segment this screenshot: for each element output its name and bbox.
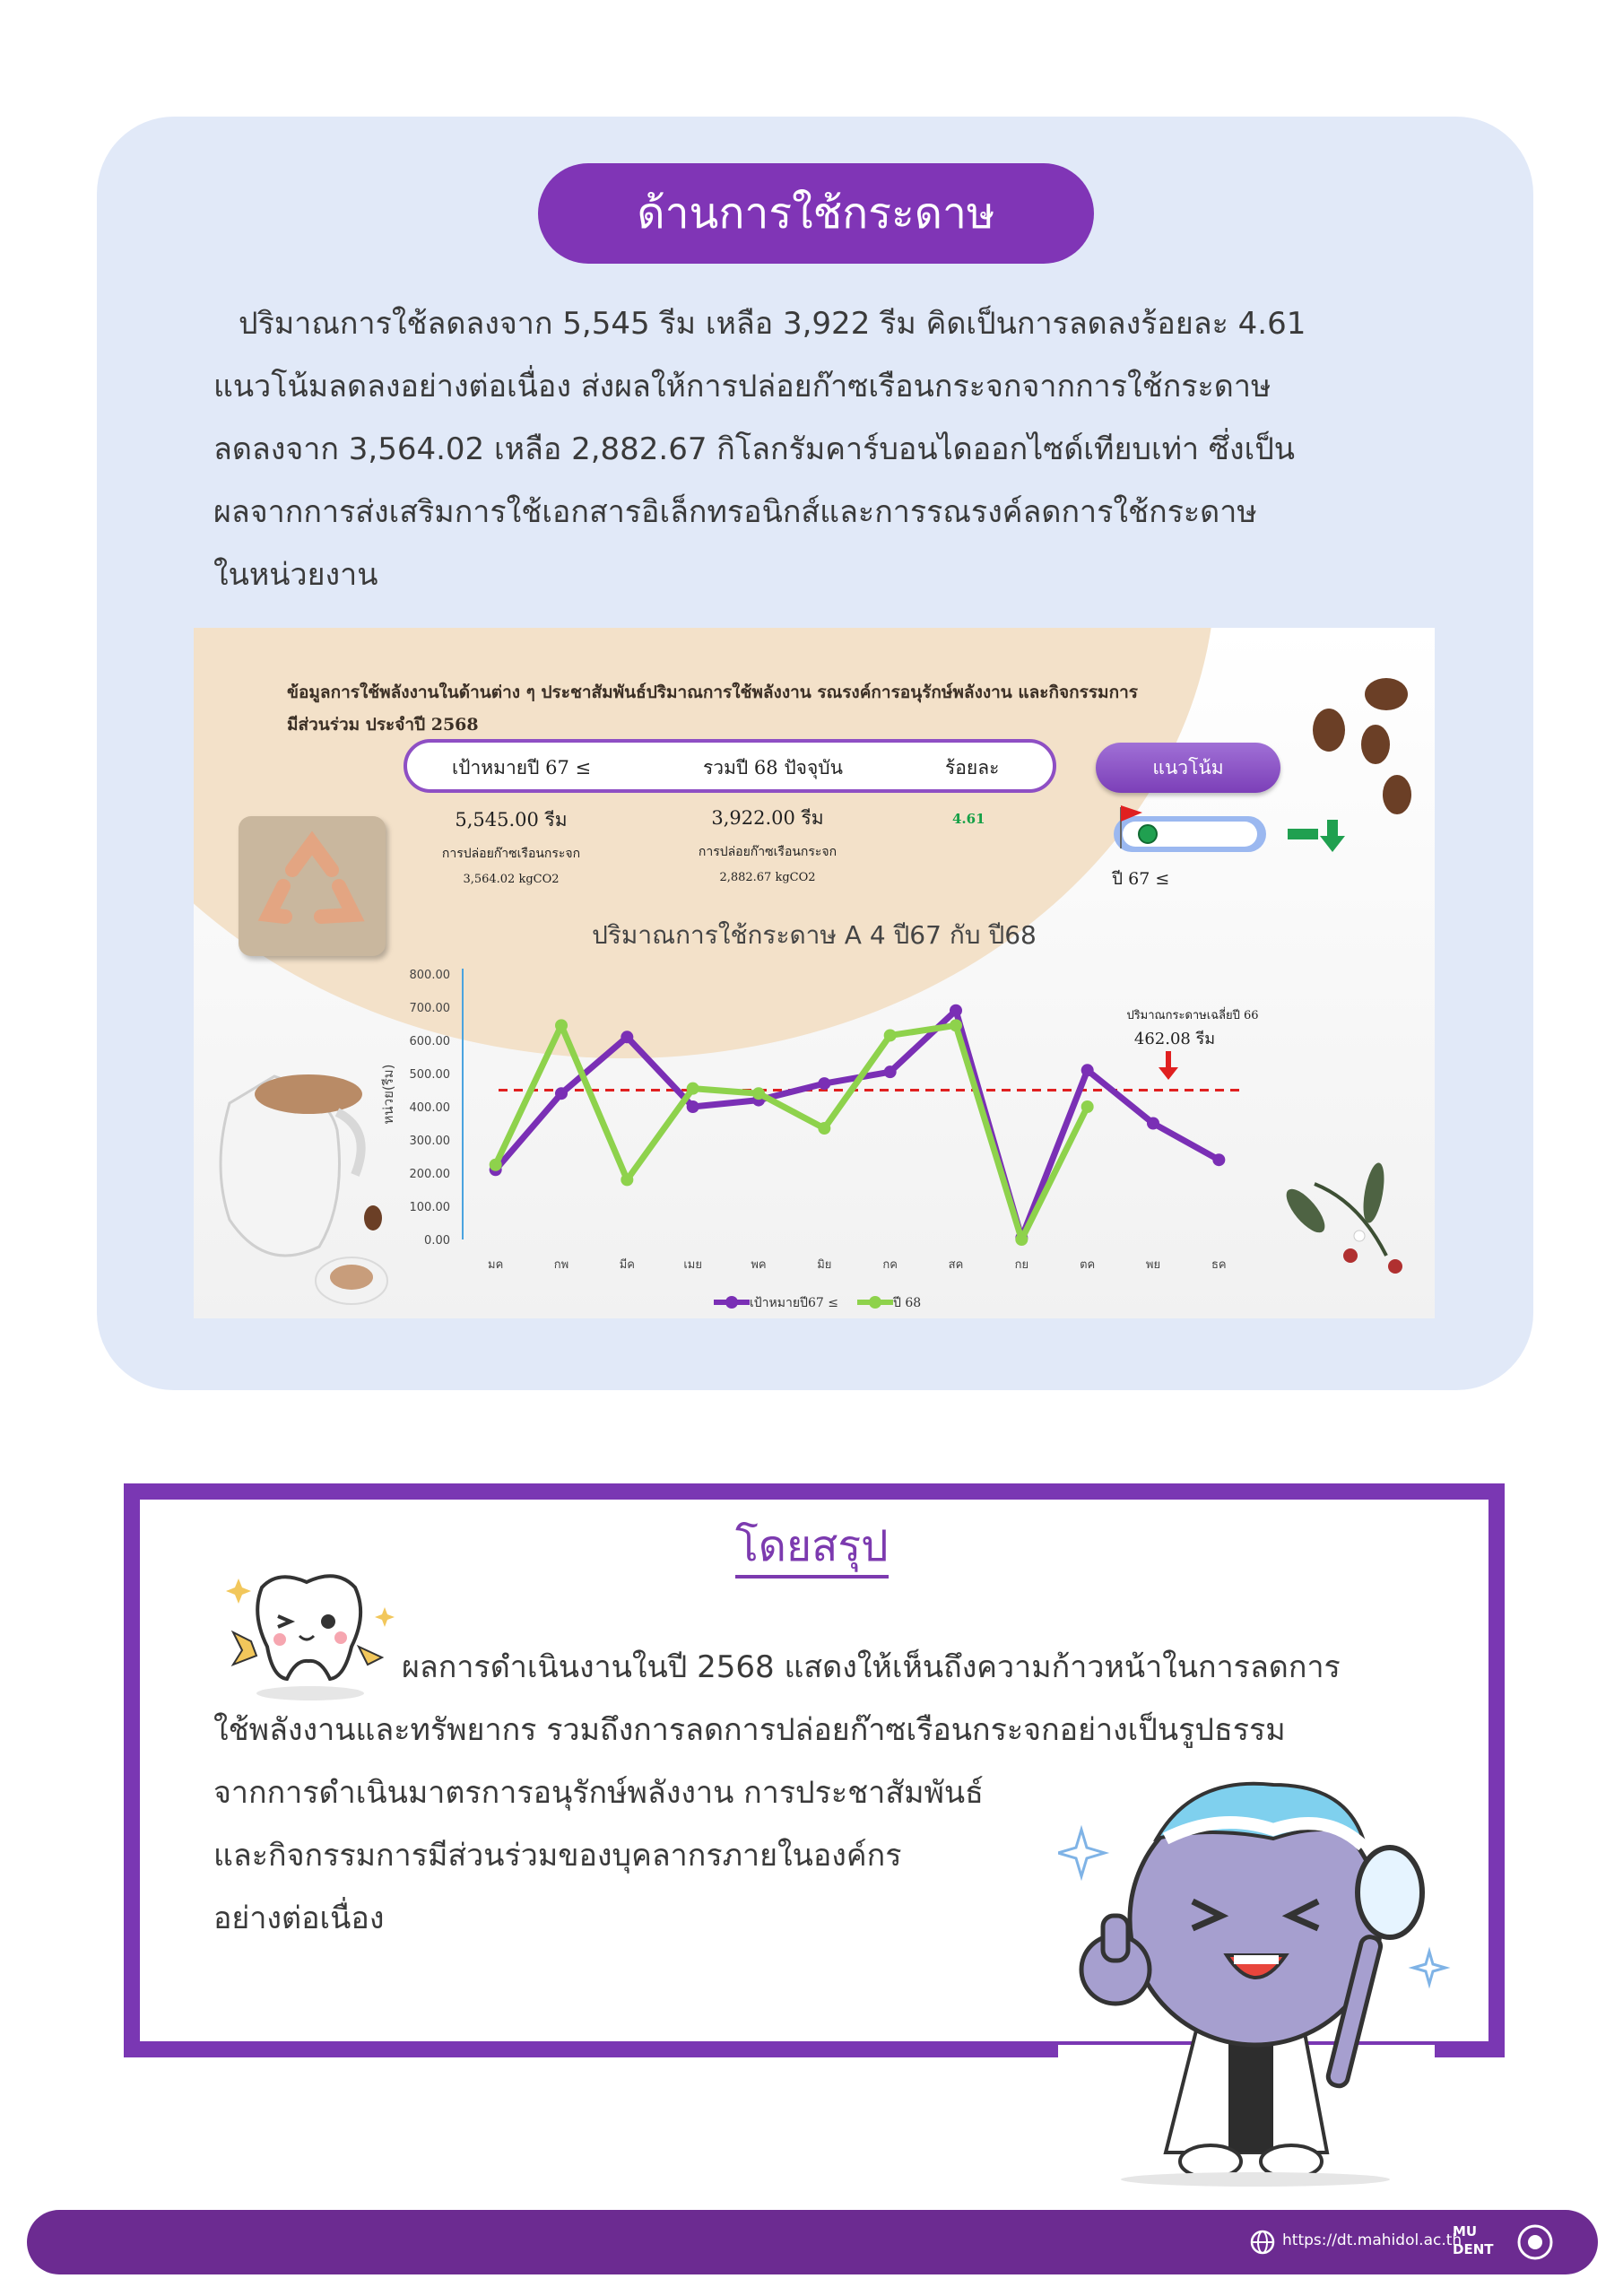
average-value-label: 462.08 รีม: [1133, 1030, 1216, 1048]
data-point: [490, 1159, 502, 1171]
current-emission-label: การปล่อยก๊าซเรือนกระจก: [698, 845, 838, 859]
coffee-beans-icon: [364, 678, 1411, 1231]
section-title-pill: [538, 163, 1094, 264]
footer-bar: [27, 2210, 1598, 2274]
target-emission-value: 3,564.02 kgCO2: [463, 873, 560, 886]
y-tick-label: 100.00: [409, 1201, 450, 1214]
coffee-branch-icon: [1280, 1161, 1402, 1274]
y-tick-label: 800.00: [409, 969, 450, 982]
summary-line: จากการดำเนินมาตรการอนุรักษ์พลังงาน การประชาสัมพันธ์: [213, 1775, 984, 1811]
average-arrow-icon: [1159, 1051, 1178, 1080]
logo-line: MU: [1453, 2223, 1478, 2239]
data-point: [1081, 1100, 1094, 1113]
x-tick-label: มิย: [817, 1258, 832, 1272]
trend-caption: ปี 67 ≤: [1112, 869, 1170, 889]
slide-heading-line: ข้อมูลการใช้พลังงานในด้านต่าง ๆ ประชาสัมพันธ์ปริมาณการใช้พลังงาน รณรงค์การอนุรักษ์พลังงาน และกิจกรรมการ: [287, 683, 1138, 702]
data-point: [555, 1087, 568, 1100]
x-tick-label: ธค: [1211, 1258, 1227, 1272]
percent-header: ร้อยละ: [945, 757, 1000, 778]
target-emission-label: การปล่อยก๊าซเรือนกระจก: [441, 847, 581, 861]
milk-jug-icon: [221, 1074, 362, 1256]
x-tick-label: ตค: [1080, 1258, 1096, 1272]
target-header: เป้าหมายปี 67 ≤: [452, 757, 592, 778]
paragraph-line: ปริมาณการใช้ลดลงจาก 5,545 รีม เหลือ 3,922 รีม คิดเป็นการลดลงร้อยละ 4.61: [239, 306, 1306, 342]
y-tick-label: 0.00: [424, 1234, 450, 1248]
y-tick-label: 200.00: [409, 1168, 450, 1181]
average-label: ปริมาณกระดาษเฉลี่ยปี 66: [1126, 1009, 1259, 1022]
x-tick-label: กพ: [553, 1258, 569, 1272]
globe-icon: [1250, 2230, 1275, 2255]
x-tick-label: พค: [751, 1258, 767, 1272]
series-line: [496, 1025, 1088, 1239]
data-point: [1015, 1233, 1028, 1246]
x-tick-label: มค: [488, 1258, 504, 1272]
trend-button-label: แนวโน้ม: [1152, 756, 1224, 778]
trend-indicator: [1114, 805, 1266, 852]
paragraph-line: ผลจากการส่งเสริมการใช้เอกสารอิเล็กทรอนิกส์และการรณรงค์ลดการใช้กระดาษ: [213, 494, 1257, 530]
x-tick-label: สค: [948, 1258, 964, 1272]
data-point: [884, 1065, 897, 1078]
data-point: [1212, 1153, 1225, 1166]
legend-marker: [725, 1296, 738, 1309]
y-axis-label: หน่วย(รีม): [380, 1064, 396, 1125]
data-point: [752, 1087, 765, 1100]
coffee-cup-icon: [316, 1257, 387, 1304]
footer-url-link[interactable]: https://dt.mahidol.ac.th: [1282, 2231, 1462, 2249]
data-point: [1147, 1118, 1159, 1130]
dentist-mascot-icon: [1058, 1740, 1453, 2188]
logo-line: DENT: [1453, 2241, 1494, 2257]
data-point: [687, 1100, 699, 1113]
data-point: [555, 1019, 568, 1031]
slide-heading-line: มีส่วนร่วม ประจำปี 2568: [287, 715, 479, 735]
x-tick-label: เมย: [683, 1258, 702, 1272]
legend-label: เป้าหมายปี67 ≤: [750, 1296, 838, 1310]
y-tick-label: 400.00: [409, 1101, 450, 1115]
data-point: [621, 1173, 633, 1186]
university-emblem-icon: [1515, 2222, 1555, 2262]
section-paragraph: [213, 292, 1415, 606]
y-tick-label: 300.00: [409, 1135, 450, 1148]
total-header: รวมปี 68 ปัจจุบัน: [703, 757, 843, 778]
y-tick-label: 500.00: [409, 1068, 450, 1082]
x-tick-label: พย: [1145, 1258, 1161, 1272]
data-point: [950, 1019, 962, 1031]
data-point: [818, 1077, 830, 1090]
data-point: [1081, 1064, 1094, 1076]
chart-title: ปริมาณการใช้กระดาษ A 4 ปี67 กับ ปี68: [592, 920, 1037, 950]
paragraph-line: ในหน่วยงาน: [213, 557, 378, 593]
summary-line: และกิจกรรมการมีส่วนร่วมของบุคลากรภายในองค์กร: [213, 1838, 902, 1874]
current-reams: 3,922.00 รีม: [711, 807, 824, 829]
data-point: [818, 1122, 830, 1135]
paper-usage-chart: [194, 628, 1435, 1318]
data-point: [950, 1004, 962, 1017]
data-point: [884, 1029, 897, 1041]
x-tick-label: กค: [882, 1258, 898, 1272]
paragraph-line: แนวโน้มลดลงอย่างต่อเนื่อง ส่งผลให้การปล่อยก๊าซเรือนกระจกจากการใช้กระดาษ: [213, 369, 1271, 404]
trend-down-arrow-icon: [1288, 820, 1345, 852]
x-tick-label: มีค: [619, 1258, 635, 1272]
summary-line: ผลการดำเนินงานในปี 2568 แสดงให้เห็นถึงความก้าวหน้าในการลดการ: [402, 1649, 1341, 1685]
target-reams: 5,545.00 รีม: [455, 809, 568, 831]
data-point: [621, 1031, 633, 1043]
mudent-logo: [1453, 2222, 1493, 2258]
legend-label: ปี 68: [893, 1296, 922, 1310]
section-title: ด้านการใช้กระดาษ: [637, 188, 995, 239]
summary-line: อย่างต่อเนื่อง: [213, 1900, 385, 1936]
data-point: [687, 1083, 699, 1095]
energy-slide: [194, 628, 1435, 1318]
legend-marker: [869, 1296, 881, 1309]
summary-line: ใช้พลังงานและทรัพยากร รวมถึงการลดการปล่อยก๊าซเรือนกระจกอย่างเป็นรูปธรรม: [213, 1712, 1286, 1748]
y-tick-label: 700.00: [409, 1002, 450, 1015]
current-emission-value: 2,882.67 kgCO2: [719, 871, 816, 884]
summary-title: โดยสรุป: [735, 1518, 889, 1578]
y-tick-label: 600.00: [409, 1035, 450, 1048]
paragraph-line: ลดลงจาก 3,564.02 เหลือ 2,882.67 กิโลกรัมคาร์บอนไดออกไซด์เทียบเท่า ซึ่งเป็น: [213, 431, 1296, 467]
x-tick-label: กย: [1014, 1258, 1029, 1272]
percent-value: 4.61: [952, 811, 985, 827]
